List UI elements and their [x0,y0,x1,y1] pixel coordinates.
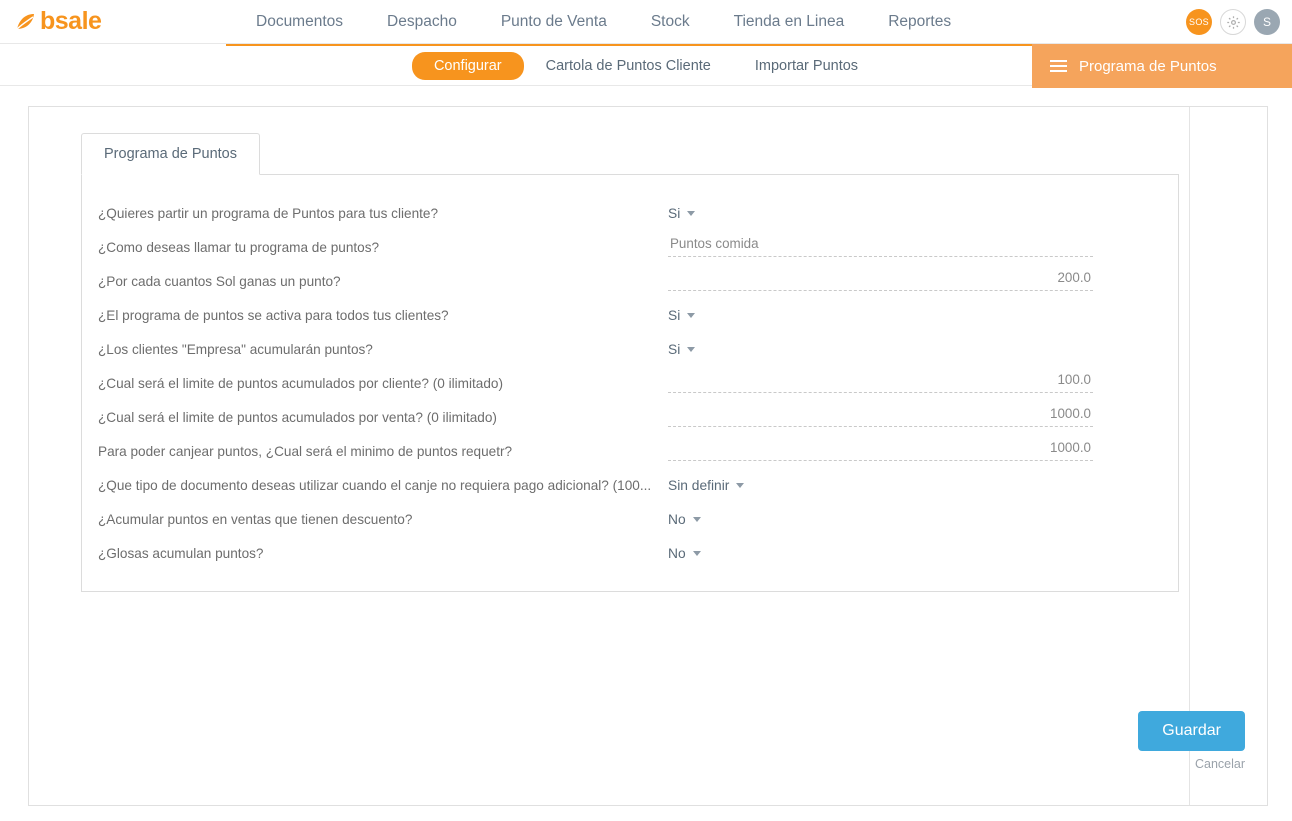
section-title-label: Programa de Puntos [1079,57,1217,75]
nav-item-punto-de-venta[interactable]: Punto de Venta [500,12,607,30]
top-navigation-bar [0,0,1292,44]
content-card [28,106,1268,806]
chevron-down-icon [687,313,695,318]
chevron-down-icon [687,211,695,216]
field-label: Para poder canjear puntos, ¿Cual será el minimo de puntos requetr? [98,444,513,459]
brand-name: bsale [40,7,102,35]
select-value: Si [668,342,681,357]
select-accumulate-on-discounted-sales[interactable] [668,512,701,529]
brand-logo-link[interactable] [14,7,174,36]
chevron-down-icon [736,483,744,488]
chevron-down-icon [687,347,695,352]
select-start-program[interactable] [668,206,695,223]
subnav-item-configurar[interactable]: Configurar [412,52,524,80]
select-activate-all-clients[interactable] [668,308,695,325]
field-label: ¿Los clientes "Empresa" acumularán puntos? [98,342,373,357]
field-label: ¿Quieres partir un programa de Puntos para tus cliente? [98,206,439,221]
select-value: Si [668,308,681,323]
form-area [29,107,1267,592]
nav-item-tienda-en-linea[interactable]: Tienda en Linea [733,12,845,30]
field-label: ¿Cual será el limite de puntos acumulados por cliente? (0 ilimitado) [98,376,503,391]
field-label: ¿El programa de puntos se activa para todos tus clientes? [98,308,449,323]
field-control [668,341,1160,359]
input-limit-points-per-client[interactable]: 100.0 [668,372,1093,393]
select-value: No [668,546,686,561]
secondary-navigation-bar [0,44,1292,86]
field-label: ¿Como deseas llamar tu programa de puntos? [98,240,380,255]
field-control [668,406,1160,427]
section-title-tab[interactable] [1032,44,1292,88]
nav-item-reportes[interactable]: Reportes [888,12,952,30]
field-control [668,511,1160,529]
nav-item-documentos[interactable]: Documentos [256,12,344,30]
input-minimum-points-to-redeem[interactable]: 1000.0 [668,440,1093,461]
field-control [668,372,1160,393]
nav-item-despacho[interactable]: Despacho [387,12,457,30]
select-value: Sin definir [668,478,730,493]
avatar[interactable]: S [1254,9,1280,35]
gear-icon[interactable] [1220,9,1246,35]
field-control [668,307,1160,325]
select-value: No [668,512,686,527]
field-control [668,440,1160,461]
nav-item-stock[interactable]: Stock [650,12,690,30]
input-program-name[interactable]: Puntos comida [668,236,1093,257]
content-vertical-divider [1189,107,1190,805]
form-row [82,537,1178,563]
top-right-actions [1186,0,1280,44]
field-control [668,545,1160,563]
select-glosas-accumulate-points[interactable] [668,546,701,563]
form-row [82,197,1178,223]
subbar-left-spacer [0,44,226,85]
subnav-item-cartola-de-puntos-cliente[interactable]: Cartola de Puntos Cliente [545,57,711,74]
page-body [0,106,1292,806]
field-label: ¿Cual será el limite de puntos acumulados por venta? (0 ilimitado) [98,410,497,425]
select-document-type-for-redemption[interactable] [668,478,744,495]
field-control [668,205,1160,223]
chevron-down-icon [693,517,701,522]
input-amount-per-point[interactable]: 200.0 [668,270,1093,291]
subnav-item-importar-puntos[interactable]: Importar Puntos [754,57,859,74]
chevron-down-icon [693,551,701,556]
tab-strip [81,133,1179,175]
field-label: ¿Glosas acumulan puntos? [98,546,264,561]
save-button[interactable]: Guardar [1138,711,1245,751]
form-row [82,299,1178,325]
form-row [82,503,1178,529]
form-row [82,367,1178,393]
field-label: ¿Que tipo de documento deseas utilizar cuando el canje no requiera pago adicional? (100... [98,478,652,493]
field-control [668,236,1160,257]
tab-programa-de-puntos[interactable]: Programa de Puntos [81,133,260,175]
cancel-link[interactable]: Cancelar [1194,757,1245,771]
field-label: ¿Acumular puntos en ventas que tienen descuento? [98,512,413,527]
select-value: Si [668,206,681,221]
form-row [82,401,1178,427]
input-limit-points-per-sale[interactable]: 1000.0 [668,406,1093,427]
form-row [82,333,1178,359]
form-row [82,265,1178,291]
points-program-form [81,175,1179,592]
form-row [82,469,1178,495]
sos-badge[interactable]: SOS [1186,9,1212,35]
main-menu [234,1,973,43]
hamburger-menu-icon[interactable] [1050,60,1067,72]
field-control [668,477,1160,495]
field-label: ¿Por cada cuantos Sol ganas un punto? [98,274,341,289]
form-row [82,231,1178,257]
form-row [82,435,1178,461]
bsale-leaf-icon [14,11,36,33]
select-company-clients-accumulate[interactable] [668,342,695,359]
field-control [668,270,1160,291]
